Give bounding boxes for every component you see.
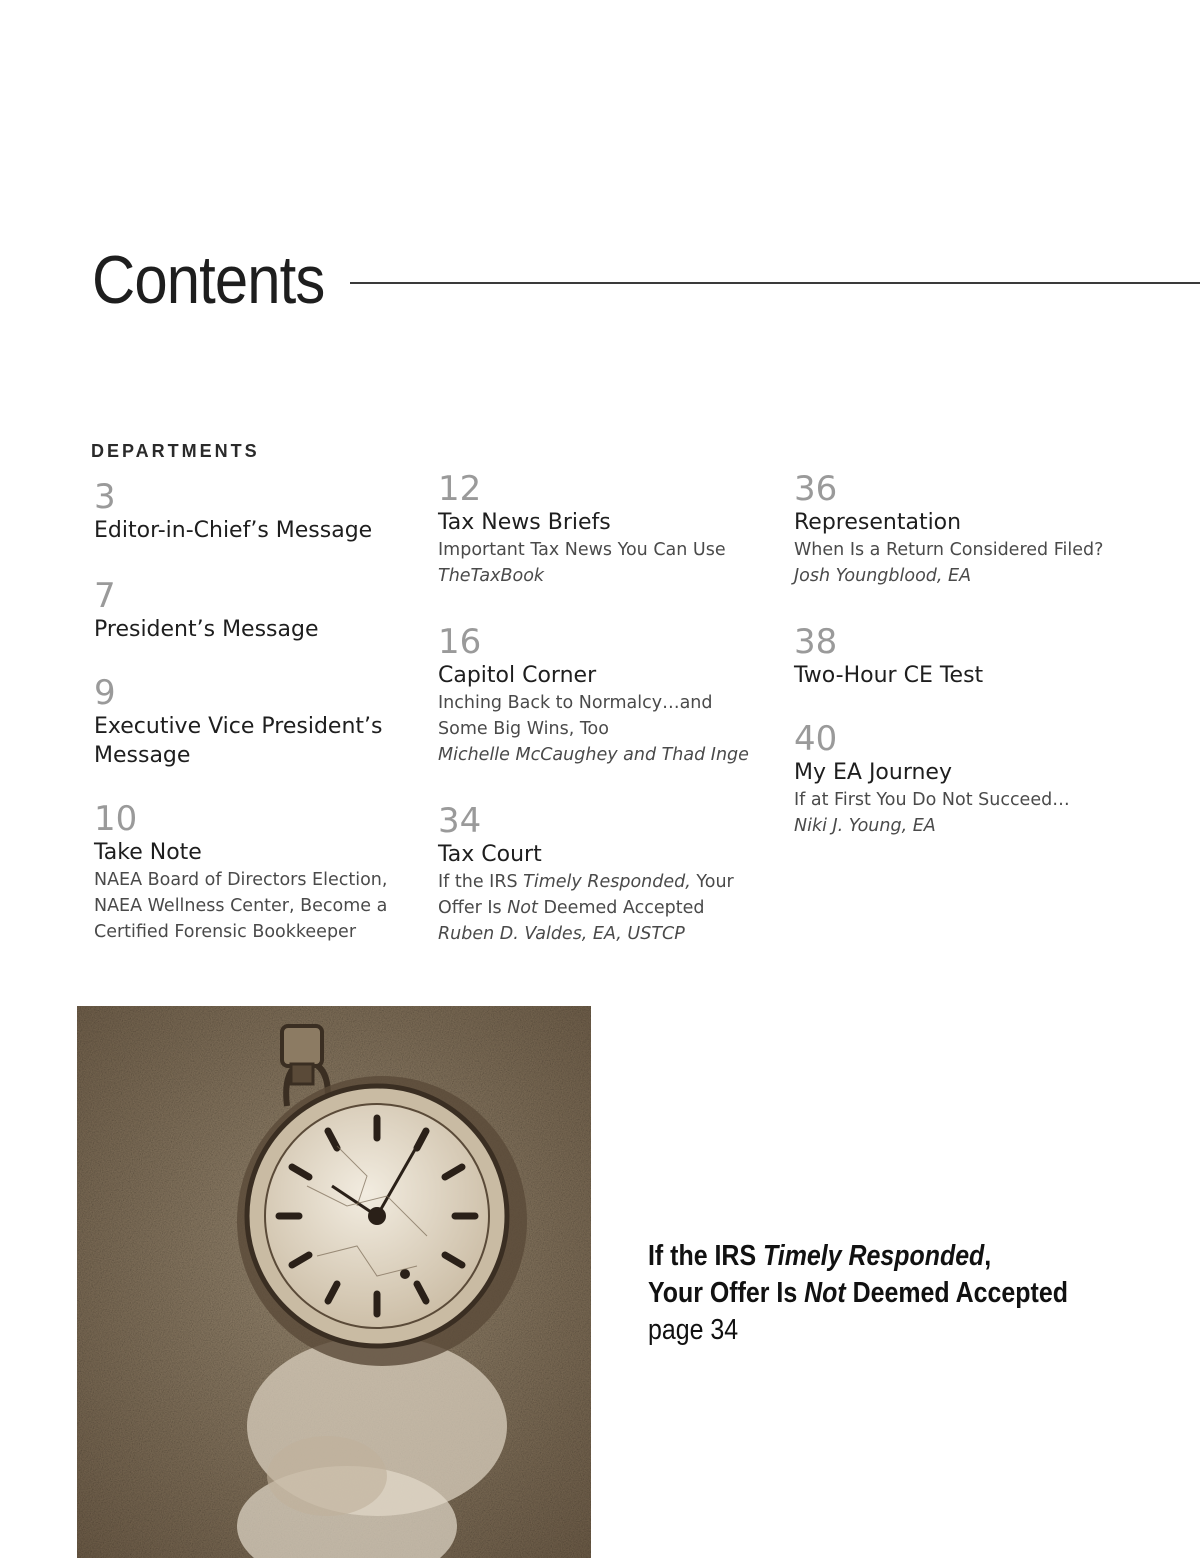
toc-entry[interactable]	[94, 674, 424, 770]
page-number: 7	[94, 576, 116, 616]
toc-entry[interactable]	[438, 470, 768, 589]
entry-title: My EA Journey	[794, 760, 952, 785]
toc-entry[interactable]	[794, 623, 1154, 690]
entry-subtitle	[438, 869, 738, 921]
caption-text: ,	[984, 1240, 992, 1272]
entry-title: Editor-in-Chief’s Message	[94, 518, 373, 543]
caption-text: If the IRS	[648, 1240, 764, 1272]
entry-title: Executive Vice President’s Message	[94, 714, 383, 768]
page-number: 40	[794, 719, 838, 759]
section-label: DEPARTMENTS	[91, 441, 260, 461]
page-number: 3	[94, 477, 116, 517]
page-number: 12	[438, 469, 482, 509]
caption-emphasis: Timely Responded	[763, 1240, 985, 1272]
title-rule	[350, 282, 1200, 284]
subtitle-text: Deemed Accepted	[537, 898, 705, 918]
toc-entry[interactable]	[438, 623, 768, 768]
subtitle-text: If the IRS	[438, 872, 524, 892]
feature-caption[interactable]	[648, 1238, 1108, 1349]
subtitle-emphasis: Not	[507, 898, 538, 918]
page-number: 34	[438, 801, 482, 841]
entry-author: Niki J. Young, EA	[794, 816, 936, 836]
page-number: 38	[794, 622, 838, 662]
caption-text: Your Offer Is	[648, 1277, 805, 1309]
toc-entry[interactable]	[438, 802, 768, 947]
toc-entry[interactable]	[94, 478, 424, 545]
page-title: Contents	[92, 242, 325, 318]
entry-subtitle: NAEA Board of Directors Election, NAEA Wellness Center, Become a Certified Forensic Bookkeeper	[94, 870, 388, 942]
caption-text: Deemed Accepted	[845, 1277, 1068, 1309]
entry-subtitle: Inching Back to Normalcy…and Some Big Wins, Too	[438, 693, 713, 739]
caption-page-ref: page 34	[648, 1314, 739, 1346]
page-number: 36	[794, 469, 838, 509]
toc-column-3	[794, 470, 1154, 839]
entry-title: Representation	[794, 510, 962, 535]
toc-entry[interactable]	[94, 800, 424, 945]
toc-entry[interactable]	[794, 470, 1154, 589]
pocket-watch-icon	[77, 1006, 591, 1558]
caption-line-1	[648, 1238, 1044, 1275]
entry-author: Michelle McCaughey and Thad Inge	[438, 745, 749, 765]
entry-title: Capitol Corner	[438, 663, 597, 688]
pocket-watch-illustration	[77, 1006, 591, 1558]
page-number: 16	[438, 622, 482, 662]
page-header	[92, 240, 1200, 320]
toc-entry[interactable]	[94, 577, 424, 644]
page-number: 9	[94, 673, 116, 713]
caption-line-2	[648, 1275, 1068, 1312]
page-number: 10	[94, 799, 138, 839]
entry-title: President’s Message	[94, 617, 319, 642]
entry-subtitle: If at First You Do Not Succeed…	[794, 790, 1070, 810]
entry-author: Josh Youngblood, EA	[794, 566, 972, 586]
entry-title: Take Note	[94, 840, 202, 865]
caption-emphasis: Not	[804, 1277, 846, 1309]
entry-subtitle: Important Tax News You Can Use	[438, 540, 726, 560]
entry-subtitle: When Is a Return Considered Filed?	[794, 540, 1104, 560]
toc-column-1	[94, 478, 424, 945]
entry-author: Ruben D. Valdes, EA, USTCP	[438, 924, 685, 944]
entry-author: TheTaxBook	[438, 566, 545, 586]
toc-entry[interactable]	[794, 720, 1154, 839]
subtitle-emphasis: Timely Responded,	[523, 872, 691, 892]
entry-title: Tax News Briefs	[438, 510, 611, 535]
subtitle-text: Your Offer Is	[438, 872, 734, 918]
entry-title: Tax Court	[438, 842, 542, 867]
entry-title: Two-Hour CE Test	[794, 663, 984, 688]
toc-column-2	[438, 470, 768, 947]
